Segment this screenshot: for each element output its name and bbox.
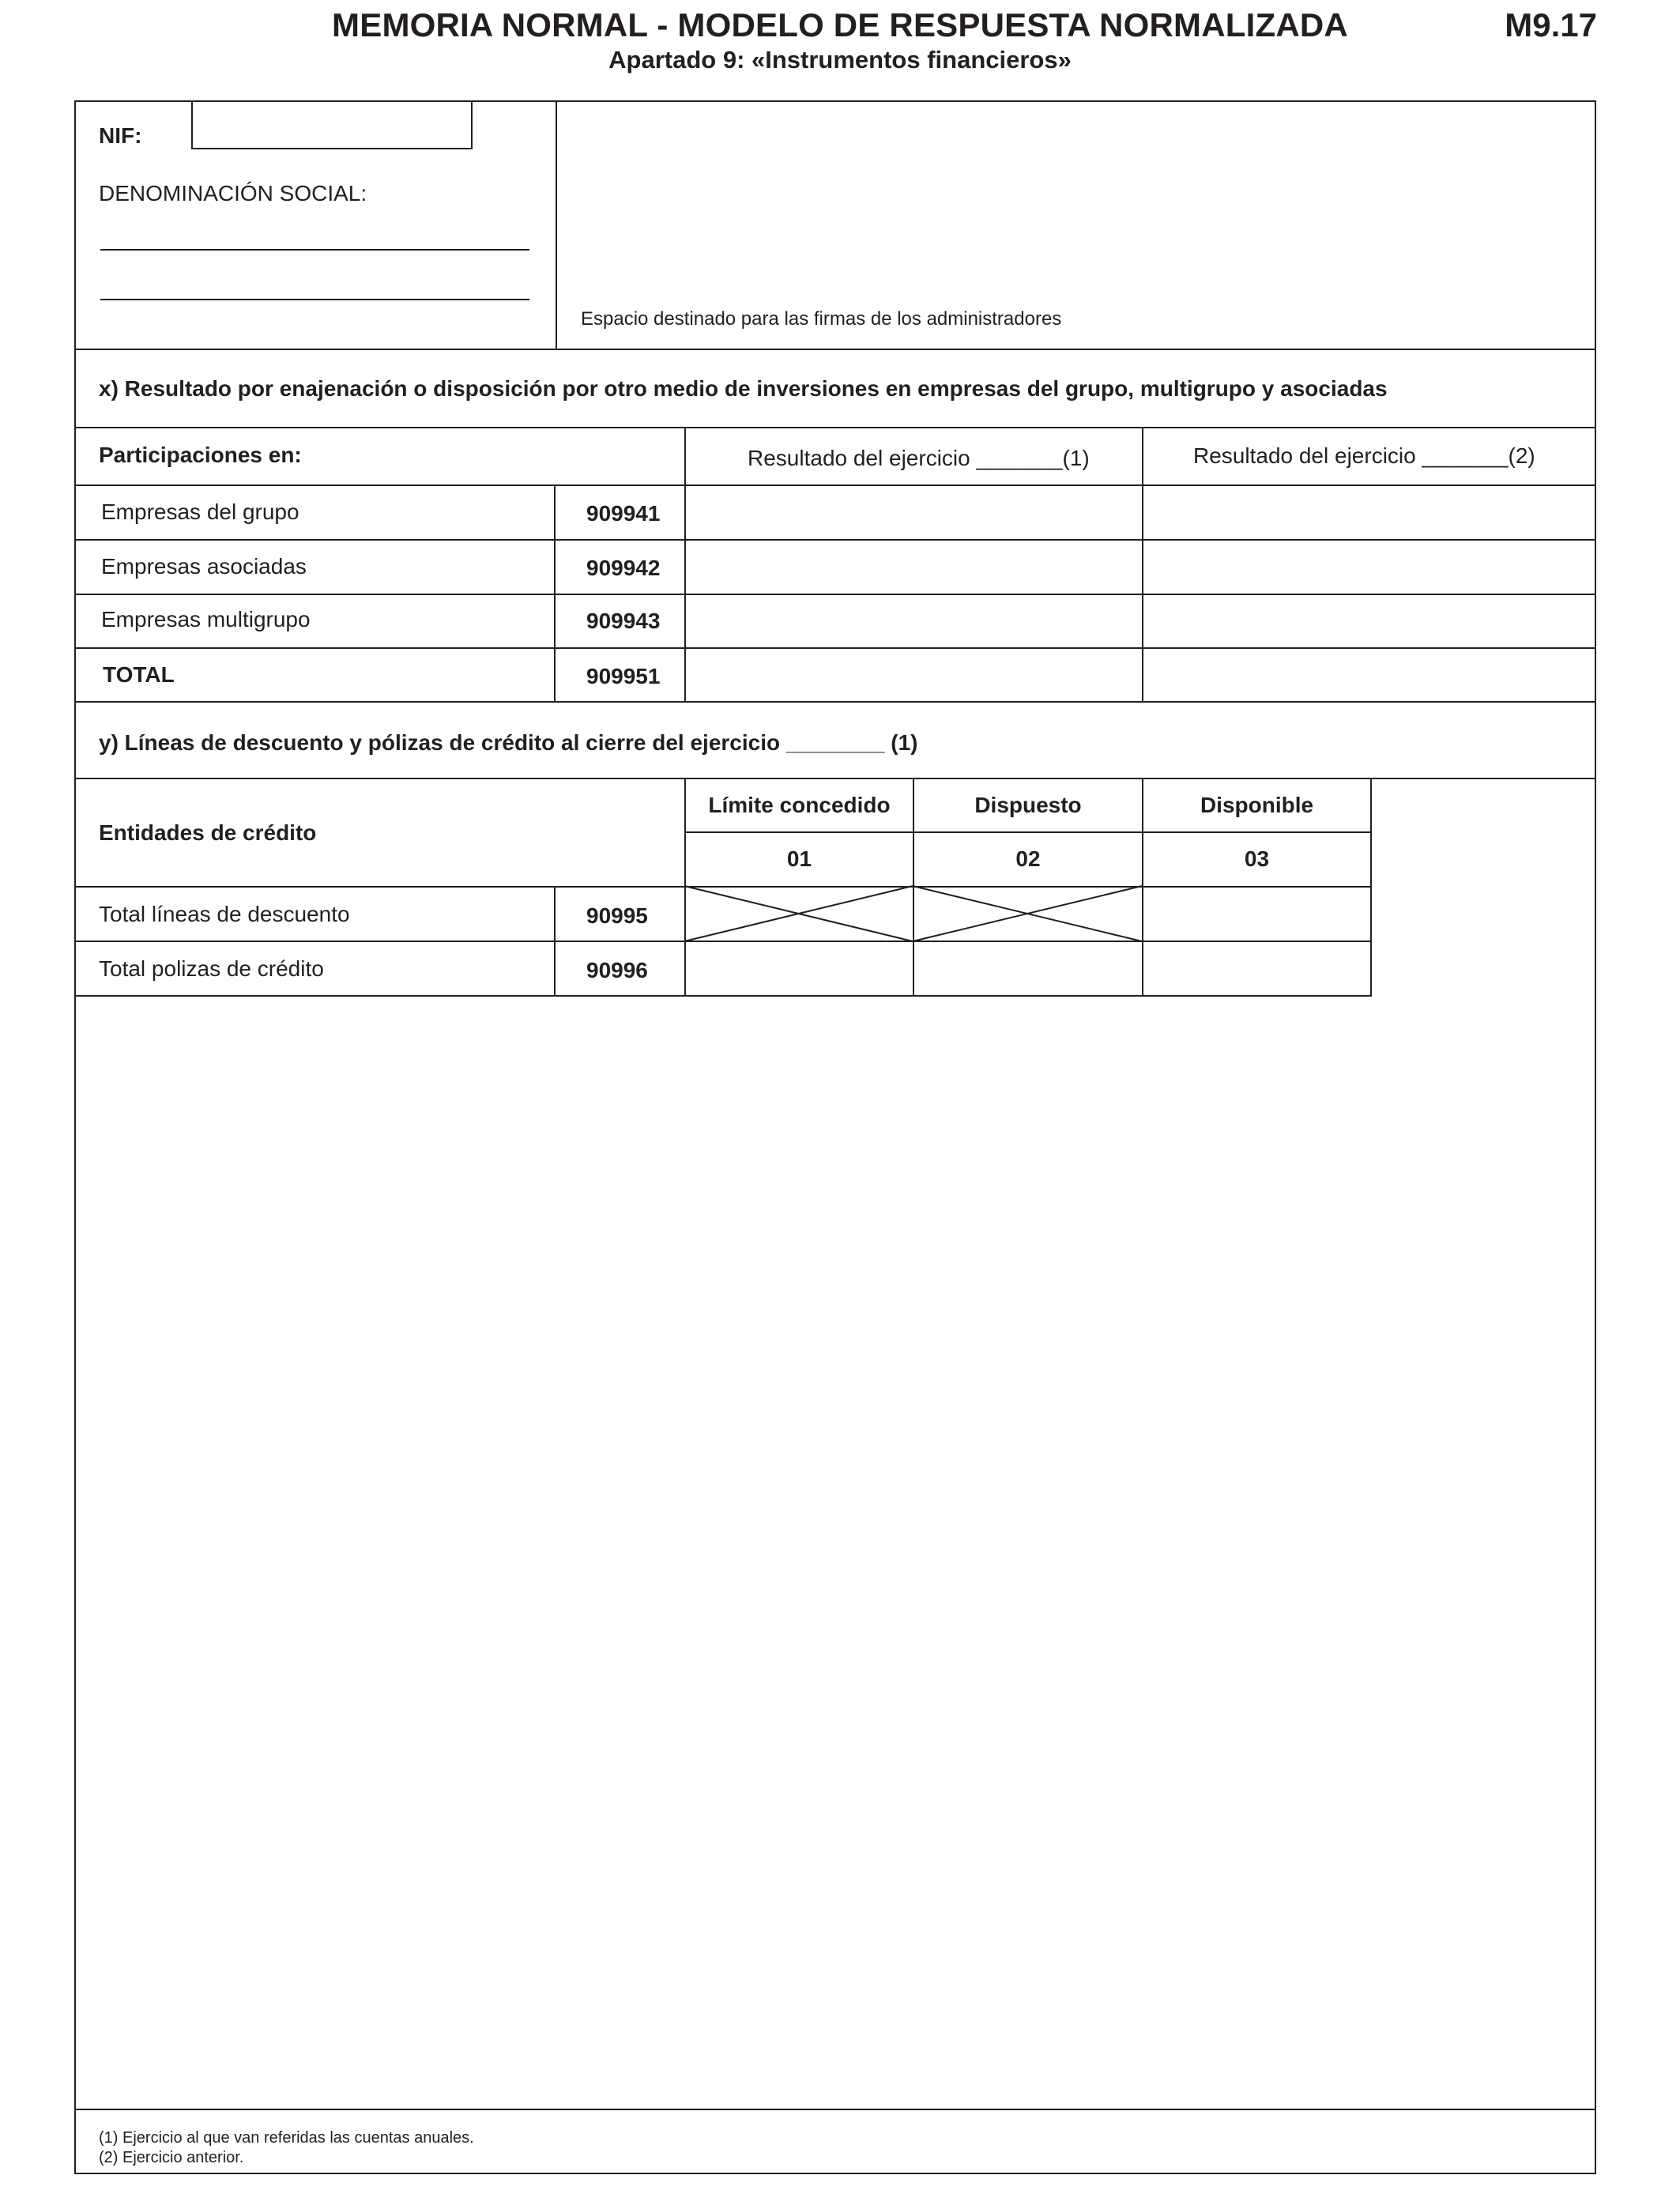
col-disponible: Disponible — [1200, 793, 1314, 817]
input-909941-ejercicio-2[interactable] — [1143, 486, 1595, 538]
divider — [684, 831, 1372, 833]
input-909942-ejercicio-2[interactable] — [1143, 541, 1595, 593]
input-90996-limite[interactable] — [686, 942, 913, 994]
divider — [74, 349, 1596, 350]
row-label-empresas-multigrupo: Empresas multigrupo — [101, 607, 311, 631]
divider — [74, 778, 1596, 779]
input-909943-ejercicio-2[interactable] — [1143, 595, 1595, 647]
input-909942-ejercicio-1[interactable] — [686, 541, 1140, 593]
form-frame — [74, 100, 1596, 2174]
nif-field[interactable] — [191, 100, 473, 149]
col-dispuesto-code: 02 — [1015, 846, 1041, 871]
col-limite-code: 01 — [786, 846, 812, 871]
row-code-90995: 90995 — [586, 903, 648, 928]
col-dispuesto: Dispuesto — [974, 793, 1082, 817]
input-909943-ejercicio-1[interactable] — [686, 595, 1140, 647]
divider — [74, 2109, 1596, 2110]
row-label-polizas-credito: Total polizas de crédito — [99, 956, 324, 981]
input-909951-ejercicio-1[interactable] — [686, 649, 1140, 701]
row-code-909943: 909943 — [586, 609, 661, 633]
col-limite: Límite concedido — [708, 793, 891, 817]
col-entidades: Entidades de crédito — [99, 820, 317, 845]
footnote-2: (2) Ejercicio anterior. — [99, 2149, 244, 2166]
section-y-title: y) Líneas de descuento y pólizas de crédito al cierre del ejercicio ________ (1) — [99, 730, 918, 755]
row-label-lineas-descuento: Total líneas de descuento — [99, 902, 350, 926]
row-code-909951: 909951 — [586, 664, 661, 688]
row-code-90996: 90996 — [586, 958, 648, 982]
col-resultado-1: Resultado del ejercicio _______(1) — [748, 446, 1090, 470]
denominacion-line-2[interactable] — [100, 299, 529, 300]
col-disponible-code: 03 — [1244, 846, 1270, 871]
row-label-total: TOTAL — [103, 662, 175, 687]
input-909951-ejercicio-2[interactable] — [1143, 649, 1595, 701]
row-code-909942: 909942 — [586, 556, 661, 580]
divider — [74, 995, 1372, 997]
crossed-out-cells — [684, 886, 1143, 941]
signature-space-label: Espacio destinado para las firmas de los administradores — [581, 308, 1062, 330]
form-title: MEMORIA NORMAL - MODELO DE RESPUESTA NORMALIZADA — [332, 6, 1348, 43]
section-x-title: x) Resultado por enajenación o disposición por otro medio de inversiones en empresas del grupo, multigrupo y asociadas — [99, 376, 1388, 401]
form-subtitle: Apartado 9: «Instrumentos financieros» — [608, 46, 1072, 74]
row-code-909941: 909941 — [586, 501, 661, 526]
divider — [74, 701, 1596, 703]
input-90996-dispuesto[interactable] — [914, 942, 1142, 994]
input-90995-disponible[interactable] — [1143, 888, 1370, 940]
nif-label: NIF: — [99, 123, 142, 148]
col-participaciones: Participaciones en: — [99, 443, 302, 467]
signature-area[interactable] — [557, 102, 1595, 347]
row-label-empresas-asociadas: Empresas asociadas — [101, 554, 307, 579]
denominacion-line-1[interactable] — [100, 249, 529, 251]
divider — [74, 427, 1596, 428]
denominacion-label: DENOMINACIÓN SOCIAL: — [99, 181, 367, 205]
col-resultado-2: Resultado del ejercicio _______(2) — [1193, 443, 1535, 468]
row-label-empresas-grupo: Empresas del grupo — [101, 499, 299, 524]
input-90996-disponible[interactable] — [1143, 942, 1370, 994]
footnote-1: (1) Ejercicio al que van referidas las cuentas anuales. — [99, 2129, 474, 2147]
input-909941-ejercicio-1[interactable] — [686, 486, 1140, 538]
form-code: M9.17 — [1505, 6, 1597, 43]
